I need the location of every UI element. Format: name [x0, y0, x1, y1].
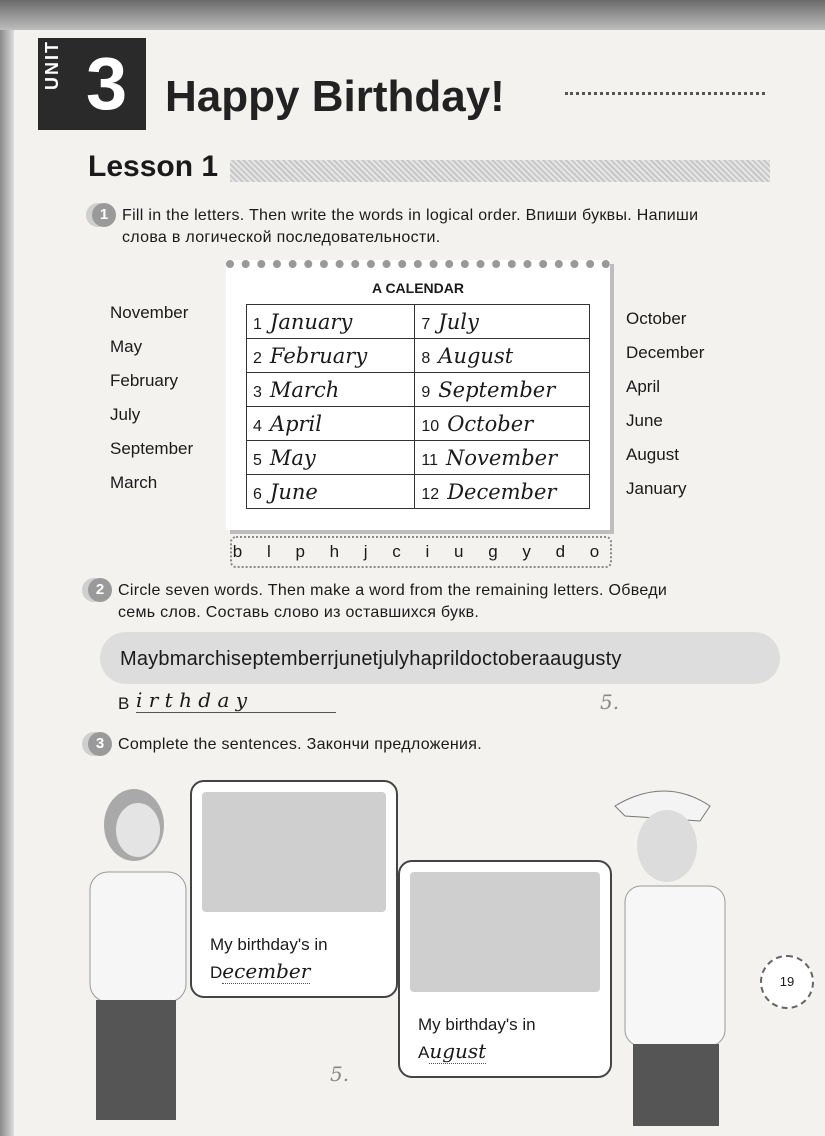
- right-word: August: [626, 445, 679, 464]
- word-strip-text[interactable]: Maybmarchiseptemberrjunetjulyhaprildoctoberaaugusty: [120, 648, 622, 670]
- scan-left-shadow: [0, 30, 14, 1136]
- unit-number: 3: [86, 42, 128, 125]
- unit-word: UNIT: [42, 40, 62, 90]
- calendar-cell[interactable]: 9 September: [415, 373, 590, 407]
- calendar-title: A CALENDAR: [371, 280, 465, 296]
- exercise-1-instruction-ru: Впиши буквы. Напиши слова в логической последовательности.: [122, 207, 699, 246]
- bubble-1-answer-line: [210, 958, 310, 986]
- right-word: January: [626, 479, 687, 498]
- bubble-2-answer[interactable]: ugust: [429, 1039, 487, 1063]
- bubble-1-text: My birthday's in: [210, 935, 328, 954]
- left-word: March: [110, 473, 158, 492]
- calendar-cell[interactable]: 7 July: [415, 305, 590, 339]
- girl-photo: [72, 780, 192, 1120]
- calendar-cell[interactable]: 8 August: [415, 339, 590, 373]
- left-word: May: [110, 337, 143, 356]
- calendar-cell[interactable]: 11 November: [415, 441, 590, 475]
- bubble-1-answer[interactable]: ecember: [222, 959, 311, 983]
- beach-scene-image: [410, 872, 600, 992]
- right-word: December: [626, 343, 705, 362]
- calendar-cell[interactable]: 5 May: [247, 441, 415, 475]
- exercise-1-instruction: [122, 205, 702, 249]
- right-word-list: [626, 302, 704, 506]
- left-word: February: [110, 371, 179, 390]
- letters-box: b l p h j c i u g y d o: [230, 536, 612, 568]
- right-word: June: [626, 411, 663, 430]
- bubble-1-prefix: D: [210, 963, 223, 982]
- speech-bubble-1: [190, 780, 398, 998]
- winter-scene-image: [202, 792, 386, 912]
- answer-field[interactable]: i r t h d a y: [136, 688, 336, 713]
- exercise-2-number: 2: [88, 578, 112, 602]
- calendar-cell[interactable]: 2 February: [247, 339, 415, 373]
- exercise-2-instruction: [118, 580, 708, 624]
- bubble-2-prefix: A: [418, 1043, 430, 1062]
- exercise-1-instruction-en: Fill in the letters. Then write the words in logical order.: [122, 207, 521, 224]
- right-word: October: [626, 309, 687, 328]
- unit-badge: [38, 38, 146, 130]
- exercise-3-instruction: Complete the sentences. Закончи предложения.: [118, 736, 482, 753]
- calendar-cell[interactable]: 12 December: [415, 475, 590, 509]
- exercise-2-instruction-en: Circle seven words. Then make a word from the remaining letters.: [118, 582, 604, 599]
- calendar-cell[interactable]: 1 January: [247, 305, 415, 339]
- title-dotted-line: [565, 92, 765, 95]
- page-title: Happy Birthday!: [165, 72, 505, 121]
- left-word: July: [110, 405, 141, 424]
- calendar-cell[interactable]: 3 March: [247, 373, 415, 407]
- answer-prefix: B: [118, 694, 130, 713]
- exercise-2-instruction-ru: Обведи семь слов. Составь слово из оставшихся букв.: [118, 582, 668, 621]
- calendar-cell[interactable]: 10 October: [415, 407, 590, 441]
- boy-photo: [605, 776, 735, 1126]
- calendar-cell[interactable]: 4 April: [247, 407, 415, 441]
- speech-bubble-2: [398, 860, 612, 1078]
- left-word-list: [110, 296, 193, 500]
- exercise-3-number: 3: [88, 732, 112, 756]
- scan-top-shadow: [0, 0, 825, 30]
- page-number: 19: [760, 955, 814, 1009]
- grade-mark-2: 5.: [330, 1062, 350, 1086]
- calendar-table: [246, 304, 590, 509]
- lesson-bar: [230, 160, 770, 182]
- left-word: September: [110, 439, 194, 458]
- bubble-2-text: My birthday's in: [418, 1015, 536, 1034]
- bubble-2-answer-line: [418, 1038, 486, 1066]
- lesson-heading: Lesson 1: [88, 150, 219, 183]
- calendar-cell[interactable]: 6 June: [247, 475, 415, 509]
- exercise-1-number: 1: [92, 203, 116, 227]
- calendar-card: [226, 260, 610, 530]
- right-word: April: [626, 377, 661, 396]
- left-word: November: [110, 303, 189, 322]
- grade-mark: 5.: [600, 690, 620, 714]
